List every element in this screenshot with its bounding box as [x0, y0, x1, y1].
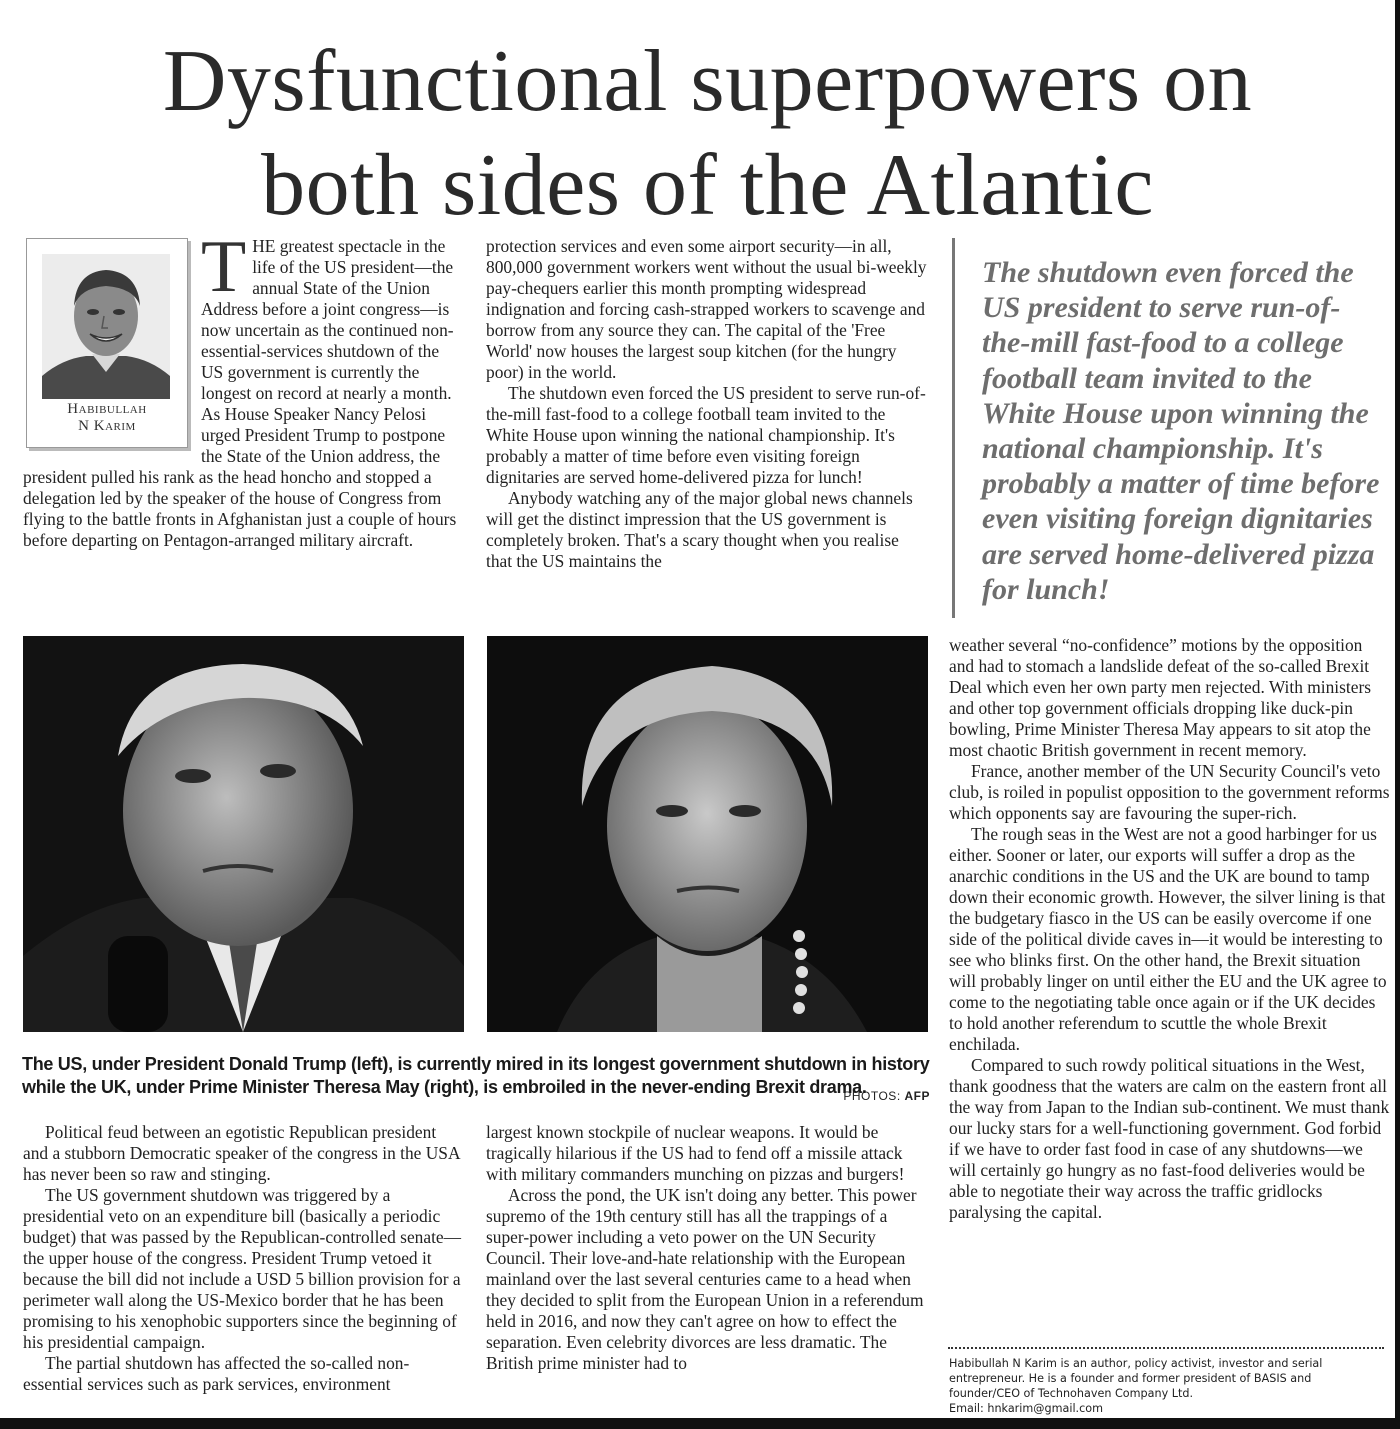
col2-bottom-paragraph: largest known stockpile of nuclear weapons. It would be tragically hilarious if the US had to fend off a missile attack with military commanders munching on pizzas and burgers!: [486, 1122, 905, 1184]
author-box-spacer: [23, 236, 201, 450]
col1-bottom-paragraph: The partial shutdown has affected the so-called non-essential services such as park services, environment: [23, 1353, 410, 1394]
bio-email: Email: hnkarim@gmail.com: [949, 1402, 1103, 1415]
credit-label: PHOTOS:: [843, 1089, 901, 1103]
col1-bottom-paragraph: The US government shutdown was triggered by a presidential veto on an expenditure bill (basically a periodic budget) that was passed by the Republican-controlled senate—the upper house of the congress. President Trump vetoed it because the bill did not include a USD 5 billion provision for a perimeter wall along the US-Mexico border that he has been promising to his xenophobic supporters since the beginning of his presidential campaign.: [23, 1185, 462, 1352]
bio-divider: [948, 1347, 1384, 1349]
headline-line-1: Dysfunctional superpowers on: [162, 33, 1253, 130]
column-2-bottom: [486, 1122, 927, 1374]
headline: [20, 30, 1395, 238]
column-1-bottom: [23, 1122, 464, 1395]
col2-paragraph: The shutdown even forced the US president to serve run-of-the-mill fast-food to a college football team invited to the White House upon winning the national championship. It's probably a matter of time before even visiting foreign dignitaries are served home-delivered pizza for lunch!: [486, 383, 926, 487]
intro-lead-text: HE greatest spectacle in the life of the US president—the annual State of the Union Address before a joint congress—is now uncertain as the continued non-essential-services shutdown of the US government is currently the longest on record at nearly a month.: [201, 236, 454, 403]
photo-credit: [840, 1089, 930, 1103]
credit-source: AFP: [904, 1089, 930, 1103]
may-photo-image: [487, 636, 928, 1032]
col2-paragraph: protection services and even some airport security—in all, 800,000 government workers went without the usual bi-weekly pay-chequers earlier this month prompting widespread indignation and forcing cash-strapped workers to scavenge and borrow from any source they can. The capital of the 'Free World' now houses the largest soup kitchen (for the hungry poor) in the world.: [486, 236, 927, 382]
page-edge-right: [1395, 0, 1400, 1429]
pullquote-rule: [952, 238, 955, 618]
col3-paragraph: Compared to such rowdy political situations in the West, thank goodness that the waters are calm on the eastern front all the way from Japan to the Indian sub-continent. We must thank our lucky stars for a well-functioning government. God forbid if we have to order fast food in case of any shutdowns—we will certainly go hungry as no fast-food deliveries would be able to negotiate their way across the traffic gridlocks paralysing the capital.: [949, 1055, 1390, 1222]
column-3-lower: [949, 635, 1390, 1223]
page-edge-bottom: [0, 1418, 1400, 1429]
intro-column: [23, 226, 459, 551]
col1-bottom-paragraph: Political feud between an egotistic Republican president and a stubborn Democratic speaker of the congress in the USA has never been so raw and stinging.: [23, 1122, 460, 1184]
column-2-top: [486, 236, 929, 572]
intro-paragraph-2: As House Speaker Nancy Pelosi urged President Trump to postpone the State of the Union address, the president pulled his rank as the head honcho and stopped a delegation led by the speaker of the house of Congress from flying to the battle fronts in Afghanistan just a couple of hours before departing on Pentagon-arranged military aircraft.: [23, 404, 457, 550]
col3-paragraph: weather several “no-confidence” motions by the opposition and had to stomach a landslide defeat of the so-called Brexit Deal which even her own party men rejected. With ministers and other top government officials dropping like duck-pin bowling, Prime Minister Theresa May appears to sit atop the most chaotic British government in recent memory.: [949, 635, 1372, 760]
trump-photo: [23, 636, 464, 1032]
col2-paragraph: Anybody watching any of the major global news channels will get the distinct impression that the US government is completely broken. That's a scary thought when you realise that the US maintains the: [486, 488, 913, 571]
photo-caption: The US, under President Donald Trump (left), is currently mired in its longest government shutdown in history while the UK, under Prime Minister Theresa May (right), is embroiled in the never-ending Brexit drama.: [22, 1054, 930, 1097]
may-photo: [487, 636, 928, 1032]
headline-line-2: both sides of the Atlantic: [261, 137, 1154, 234]
col3-paragraph: The rough seas in the West are not a good harbinger for us either. Sooner or later, our exports will suffer a drop as the anarchic conditions in the US and the UK are bound to tamp down their economic growth. However, the silver lining is that the budgetary fiasco in the US can be easily overcome if one side of the political divide caves in—it would be interesting to see who blinks first. On the other hand, the Brexit situation will probably linger on until either the EU and the UK agree to come to the negotiating table once again or if the UK decides to hold another referendum to scuttle the whole Brexit enchilada.: [949, 824, 1387, 1054]
bio-line: Habibullah N Karim is an author, policy activist, investor and serial: [949, 1357, 1323, 1370]
trump-photo-image: [23, 636, 464, 1032]
author-name-line-2: N Karim: [78, 418, 136, 434]
dropcap: T: [201, 226, 247, 308]
author-name-line-1: Habibullah: [67, 401, 147, 417]
bio-line: founder/CEO of Technohaven Company Ltd.: [949, 1387, 1194, 1400]
col3-paragraph: France, another member of the UN Security Council's veto club, is roiled in populist opposition to the government reforms which opponents say are favouring the super-rich.: [949, 761, 1390, 823]
author-bio: [949, 1356, 1387, 1416]
pullquote: The shutdown even forced the US president to serve run-of-the-mill fast-food to a college football team invited to the White House upon winning the national championship. It's probably a matter of time before even visiting foreign dignitaries are served home-delivered pizza for lunch!: [982, 256, 1380, 606]
bio-line: entrepreneur. He is a founder and former president of BASIS and: [949, 1372, 1312, 1385]
col2-bottom-paragraph: Across the pond, the UK isn't doing any better. This power supremo of the 19th century still has all the trappings of a super-power including a veto power on the UN Security Council. Their love-and-hate relationship with the European mainland over the last several centuries came to a head when they decided to split from the European Union in a referendum held in 2016, and now they can't agree on how to effect the separation. Even celebrity divorces are less dramatic. The British prime minister had to: [486, 1185, 924, 1373]
